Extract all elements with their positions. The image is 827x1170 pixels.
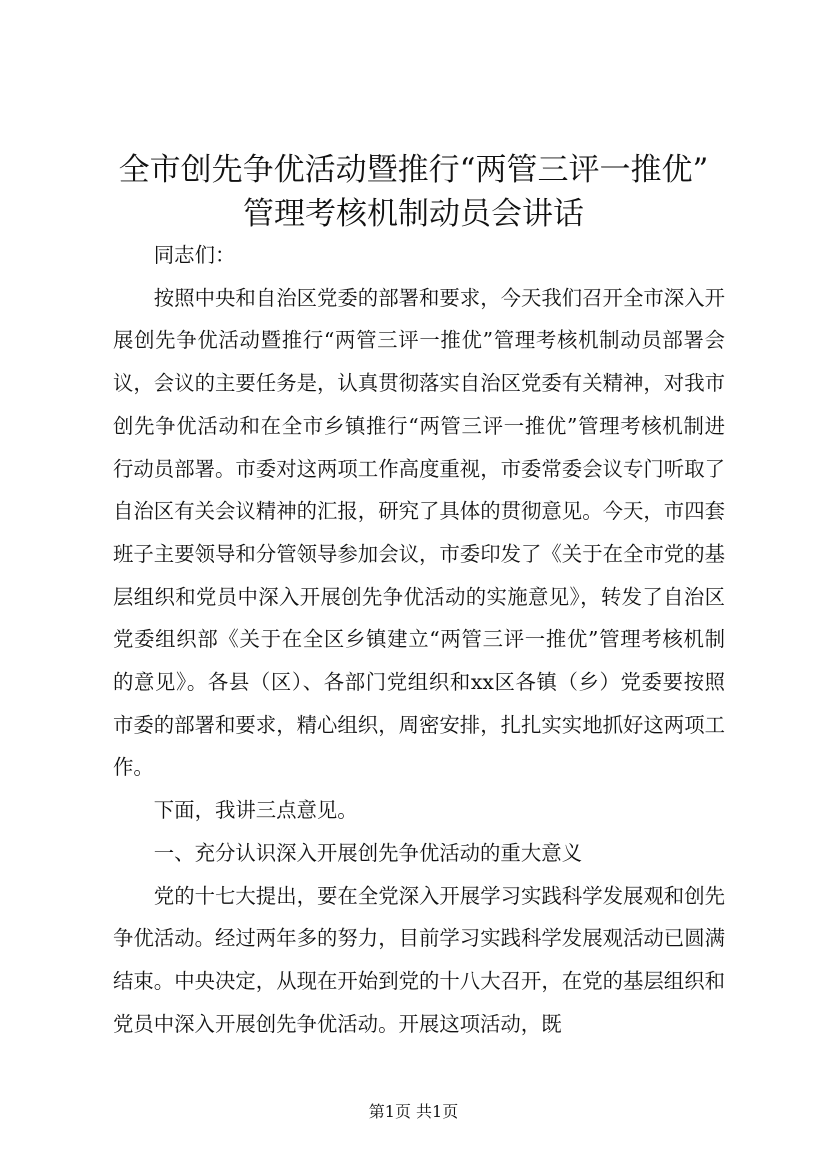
salutation: 同志们： xyxy=(153,243,236,267)
body-paragraph-3: 党的十七大提出，要在全党深入开展学习实践科学发展观和创先争优活动。经过两年多的努力，目前学习实践科学发展观活动已圆满结束。中央决定，从现在开始到党的十八大召开，在党的基层组织和党员中深入开展创先争优活动。开展这项活动，既 xyxy=(113,883,725,1036)
section-heading-1: 一、充分认识深入开展创先争优活动的重大意义 xyxy=(153,840,582,865)
body-paragraph-1: 按照中央和自治区党委的部署和要求，今天我们召开全市深入开展创先争优活动暨推行“两管三评一推优”管理考核机制动员部署会议，会议的主要任务是，认真贯彻落实自治区党委有关精神，对我市创先争优活动和在全市乡镇推行“两管三评一推优”管理考核机制进行动员部署。市委对这两项工作高度重视，市委常委会议专门听取了自治区有关会议精神的汇报，研究了具体的贯彻意见。今天，市四套班子主要领导和分管领导参加会议，市委印发了《关于在全市党的基层组织和党员中深入开展创先争优活动的实施意见》，转发了自治区党委组织部《关于在全区乡镇建立“两管三评一推优”管理考核机制的意见》。各县（区）、各部门党组织和xx区各镇（乡）党委要按照市委的部署和要求，精心组织，周密安排，扎扎实实地抓好这两项工作。 xyxy=(113,285,725,780)
document-body xyxy=(113,234,725,1045)
page-footer: 第1页 共1页 xyxy=(368,1102,459,1121)
document-title-line-2: 管理考核机制动员会讲话 xyxy=(243,196,584,232)
body-paragraph-2: 下面，我讲三点意见。 xyxy=(153,798,358,823)
document-title-line-1: 全市创先争优活动暨推行“两管三评一推优” xyxy=(118,152,709,188)
